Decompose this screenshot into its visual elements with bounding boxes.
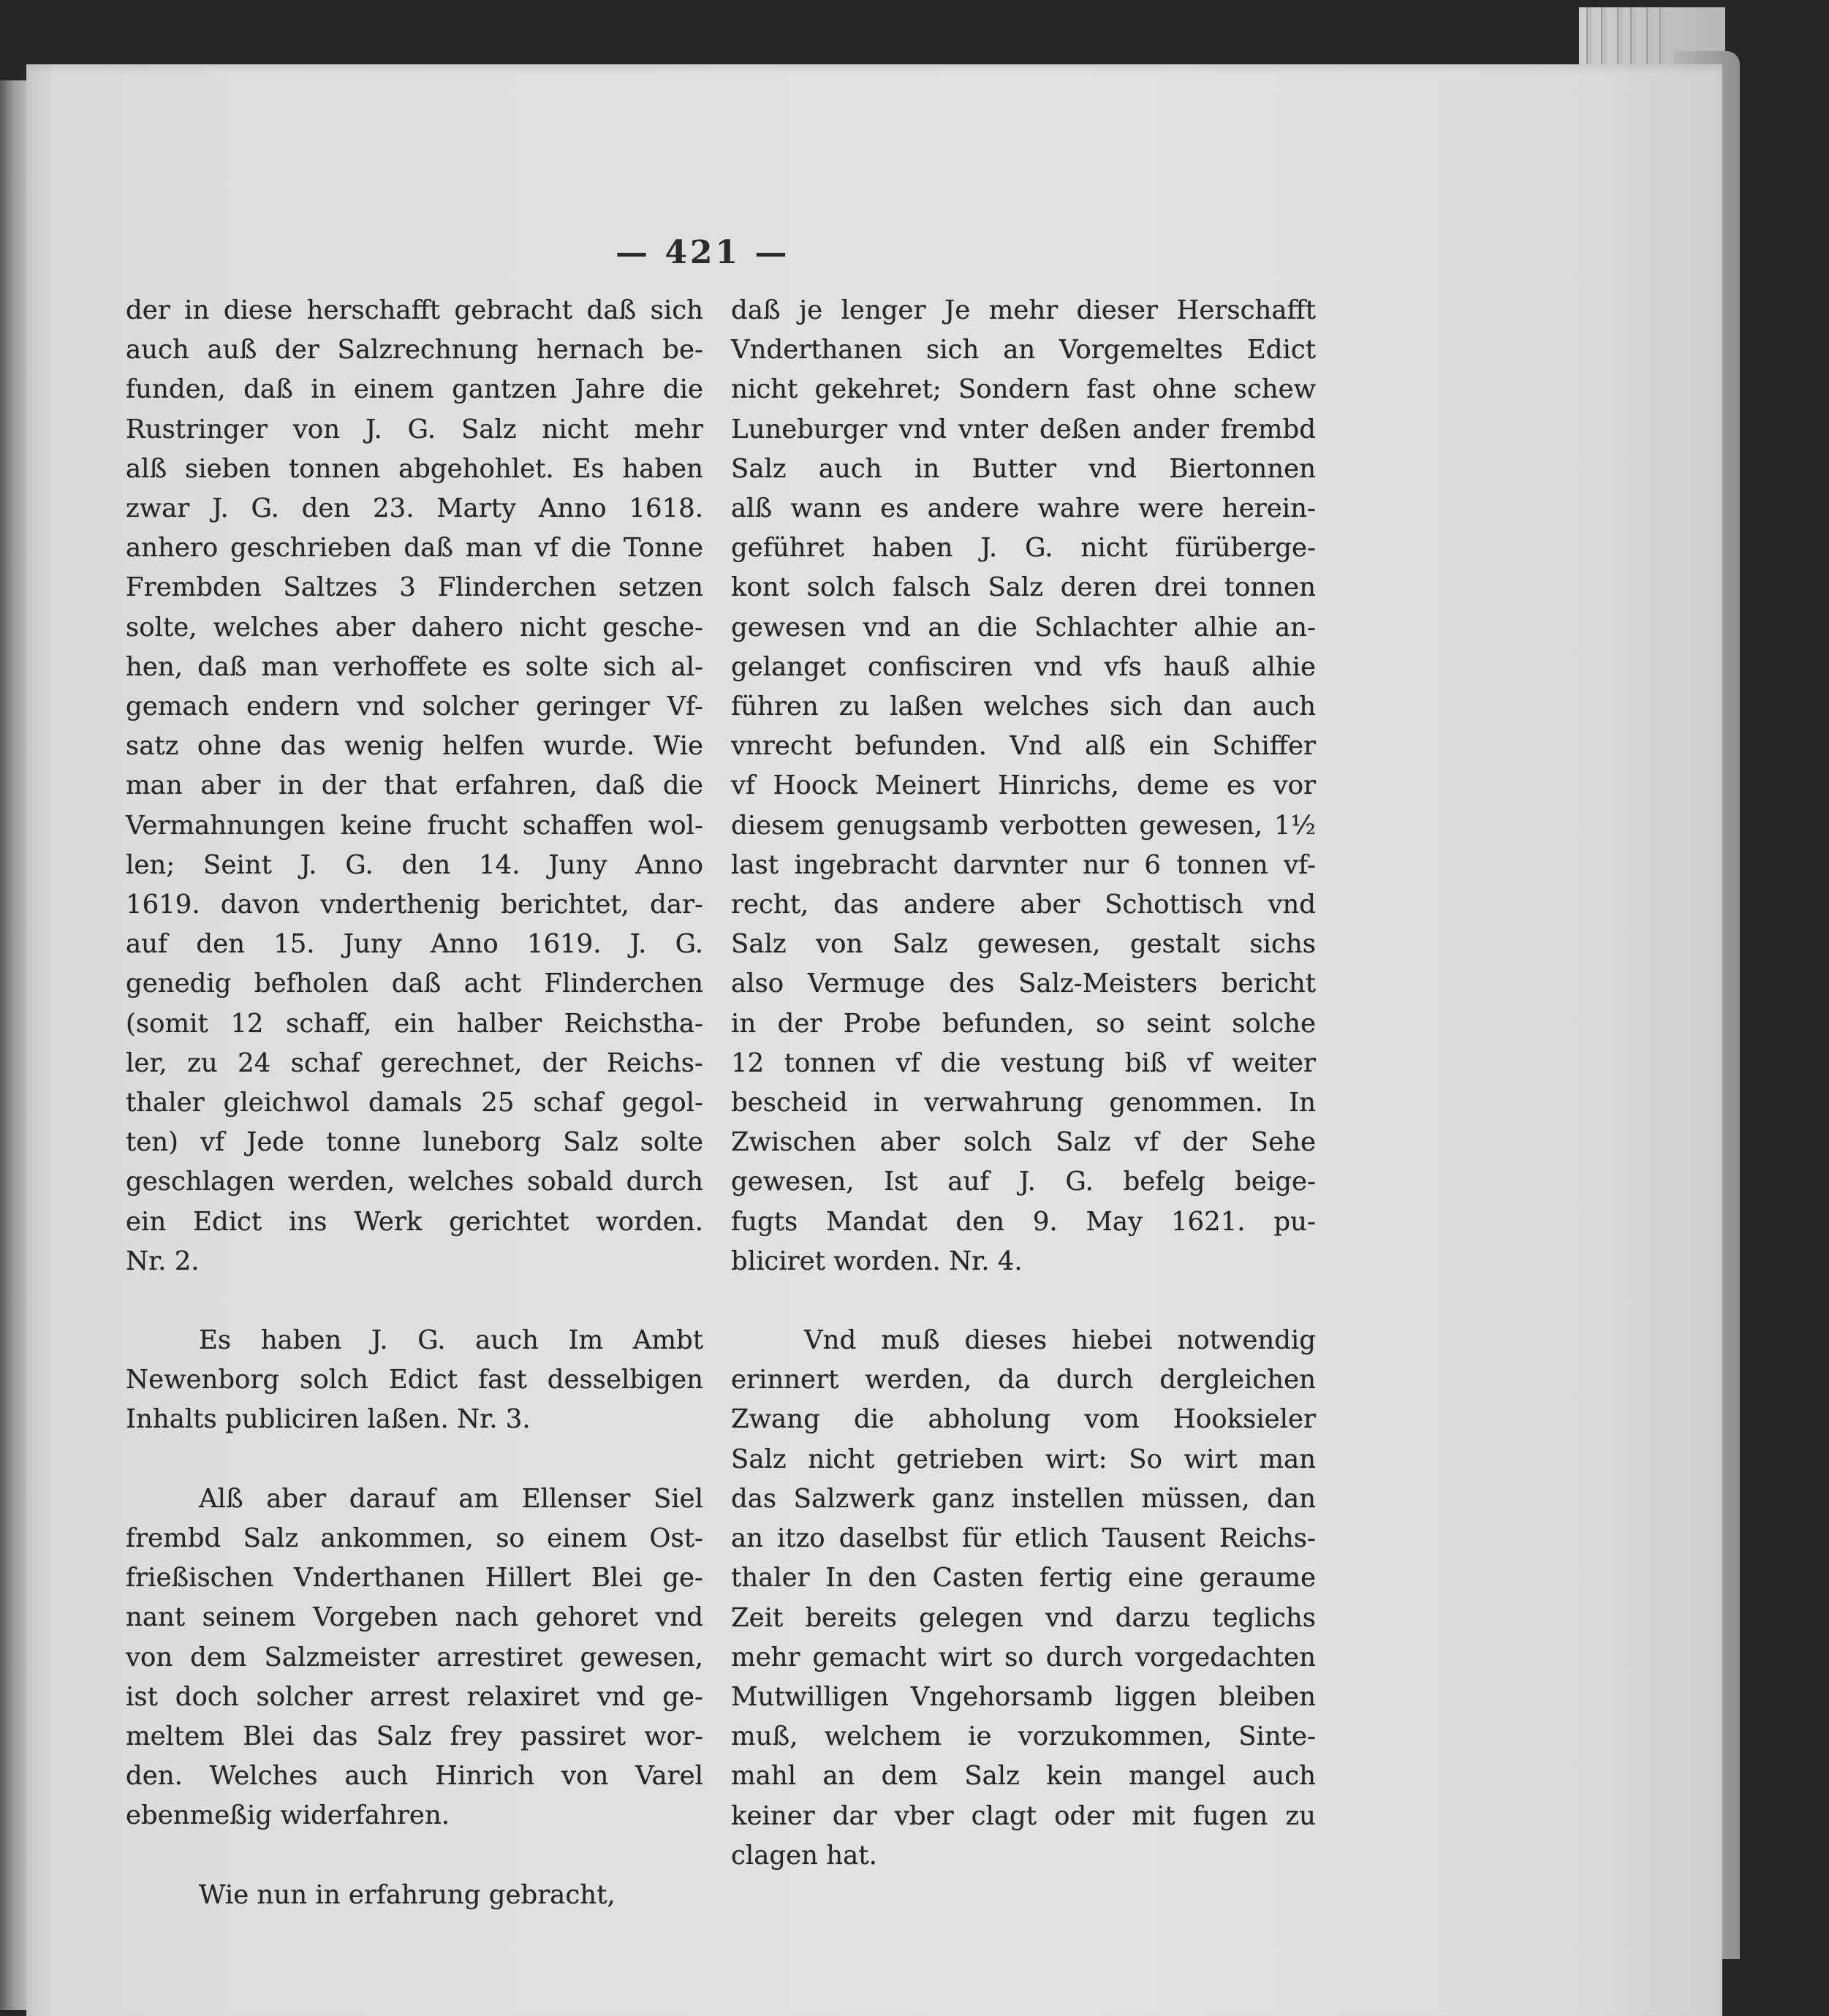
text-line: Newenborg solch Edict fast desselbigen: [126, 1365, 703, 1395]
text-line: recht, das andere aber Schottisch vnd: [731, 890, 1316, 920]
text-line: Nr. 2.: [126, 1246, 200, 1276]
text-line: Rustringer von J. G. Salz nicht mehr: [126, 414, 703, 444]
text-line: alß wann es andere wahre were herein-: [731, 493, 1316, 524]
paragraph-gap: [126, 1836, 703, 1876]
text-line: meltem Blei das Salz frey passiret wor-: [126, 1721, 703, 1751]
text-line: funden, daß in einem gantzen Jahre die: [126, 374, 703, 405]
text-line: geführet haben J. G. nicht fürüberge-: [731, 533, 1316, 564]
text-line: Mutwilligen Vngehorsamb liggen bleiben: [731, 1681, 1316, 1712]
text-line: nant seinem Vorgeben nach gehoret vnd: [126, 1602, 703, 1633]
text-line: das Salzwerk ganz instellen müssen, dan: [731, 1483, 1316, 1514]
text-line: bescheid in verwahrung genommen. In: [731, 1088, 1316, 1118]
text-line: Salz von Salz gewesen, gestalt sichs: [731, 929, 1316, 960]
left-text-column: [126, 291, 703, 1915]
text-line: Salz auch in Butter vnd Biertonnen: [731, 453, 1316, 484]
text-line: satz ohne das wenig helfen wurde. Wie: [126, 731, 703, 762]
right-text-column: [731, 291, 1316, 1876]
text-line: vnrecht befunden. Vnd alß ein Schiffer: [731, 731, 1316, 762]
paragraph: [731, 1321, 1316, 1876]
text-line: nicht gekehret; Sondern fast ohne schew: [731, 374, 1316, 405]
text-line: alß sieben tonnen abgehohlet. Es haben: [126, 453, 703, 484]
text-line: Es haben J. G. auch Im Ambt: [199, 1325, 703, 1356]
text-line: keiner dar vber clagt oder mit fugen zu: [731, 1800, 1316, 1831]
paragraph: [731, 291, 1316, 1281]
text-line: Zeit bereits gelegen vnd darzu teglichs: [731, 1602, 1316, 1633]
text-line: genedig befholen daß acht Flinderchen: [126, 969, 703, 999]
paragraph-gap: [731, 1281, 1316, 1321]
text-line: den. Welches auch Hinrich von Varel: [126, 1761, 703, 1792]
text-line: gelanget confisciren vnd vfs hauß alhie: [731, 651, 1316, 682]
text-line: solte, welches aber dahero nicht gesche-: [126, 612, 703, 643]
text-line: in der Probe befunden, so seint solche: [731, 1008, 1316, 1039]
text-line: ler, zu 24 schaf gerechnet, der Reichs-: [126, 1047, 703, 1078]
text-line: len; Seint J. G. den 14. Juny Anno: [126, 849, 703, 880]
text-line: Inhalts publiciren laßen. Nr. 3.: [126, 1404, 531, 1435]
text-line: also Vermuge des Salz-Meisters bericht: [731, 969, 1316, 999]
text-line: ein Edict ins Werk gerichtet worden.: [126, 1206, 703, 1237]
text-line: thaler In den Casten fertig eine geraume: [731, 1563, 1316, 1594]
text-line: hen, daß man verhoffete es solte sich al-: [126, 651, 703, 682]
text-line: (somit 12 schaff, ein halber Reichstha-: [126, 1008, 703, 1039]
text-line: ebenmeßig widerfahren.: [126, 1800, 450, 1831]
text-line: Wie nun in erfahrung gebracht,: [199, 1879, 616, 1910]
text-line: 1619. davon vnderthenig berichtet, dar-: [126, 890, 703, 920]
text-line: anhero geschrieben daß man vf die Tonne: [126, 533, 703, 564]
text-line: thaler gleichwol damals 25 schaf gegol-: [126, 1088, 703, 1118]
text-line: von dem Salzmeister arrestiret gewesen,: [126, 1642, 703, 1672]
text-line: Frembden Saltzes 3 Flinderchen setzen: [126, 572, 703, 603]
text-line: 12 tonnen vf die vestung biß vf weiter: [731, 1047, 1316, 1078]
text-line: auch auß der Salzrechnung hernach be-: [126, 335, 703, 365]
text-line: Luneburger vnd vnter deßen ander frembd: [731, 414, 1316, 444]
text-line: erinnert werden, da durch dergleichen: [731, 1365, 1316, 1395]
paragraph-gap: [126, 1281, 703, 1321]
text-line: führen zu laßen welches sich dan auch: [731, 691, 1316, 722]
previous-page-edge: [0, 80, 29, 2010]
text-line: clagen hat.: [731, 1840, 877, 1871]
page-number: — 421 —: [616, 234, 790, 271]
paragraph: [126, 1479, 703, 1836]
paragraph: [126, 1876, 703, 1915]
text-line: Vnderthanen sich an Vorgemeltes Edict: [731, 335, 1316, 365]
text-line: geschlagen werden, welches sobald durch: [126, 1167, 703, 1197]
text-line: vf Hoock Meinert Hinrichs, deme es vor: [731, 770, 1316, 801]
text-line: man aber in der that erfahren, daß die: [126, 770, 703, 801]
text-line: diesem genugsamb verbotten gewesen, 1½: [731, 810, 1316, 841]
text-line: mahl an dem Salz kein mangel auch: [731, 1761, 1316, 1792]
text-line: ist doch solcher arrest relaxiret vnd ge-: [126, 1681, 703, 1712]
text-line: ten) vf Jede tonne luneborg Salz solte: [126, 1127, 703, 1158]
text-line: mehr gemacht wirt so durch vorgedachten: [731, 1642, 1316, 1672]
text-line: Zwischen aber solch Salz vf der Sehe: [731, 1127, 1316, 1158]
text-line: gewesen vnd an die Schlachter alhie an-: [731, 612, 1316, 643]
text-line: Zwang die abholung vom Hooksieler: [731, 1404, 1316, 1435]
text-line: bliciret worden. Nr. 4.: [731, 1246, 1023, 1276]
text-line: frießischen Vnderthanen Hillert Blei ge-: [126, 1563, 703, 1594]
text-line: daß je lenger Je mehr dieser Herschafft: [731, 295, 1316, 325]
text-line: Vnd muß dieses hiebei notwendig: [804, 1325, 1316, 1356]
text-line: auf den 15. Juny Anno 1619. J. G.: [126, 929, 703, 960]
text-line: Salz nicht getrieben wirt: So wirt man: [731, 1444, 1316, 1474]
text-line: Alß aber darauf am Ellenser Siel: [199, 1483, 703, 1514]
text-line: kont solch falsch Salz deren drei tonnen: [731, 572, 1316, 603]
text-line: gewesen, Ist auf J. G. befelg beige-: [731, 1167, 1316, 1197]
text-line: last ingebracht darvnter nur 6 tonnen vf-: [731, 849, 1316, 880]
text-line: Vermahnungen keine frucht schaffen wol-: [126, 810, 703, 841]
text-line: fugts Mandat den 9. May 1621. pu-: [731, 1206, 1316, 1237]
text-line: der in diese herschafft gebracht daß sich: [126, 295, 703, 325]
text-line: frembd Salz ankommen, so einem Ost-: [126, 1523, 703, 1553]
paragraph-gap: [126, 1440, 703, 1479]
paragraph: [126, 1321, 703, 1440]
paragraph: [126, 291, 703, 1281]
text-line: gemach endern vnd solcher geringer Vf-: [126, 691, 703, 722]
text-line: an itzo daselbst für etlich Tausent Reichs-: [731, 1523, 1316, 1554]
text-line: muß, welchem ie vorzukommen, Sinte-: [731, 1721, 1316, 1752]
text-line: zwar J. G. den 23. Marty Anno 1618.: [126, 493, 703, 524]
